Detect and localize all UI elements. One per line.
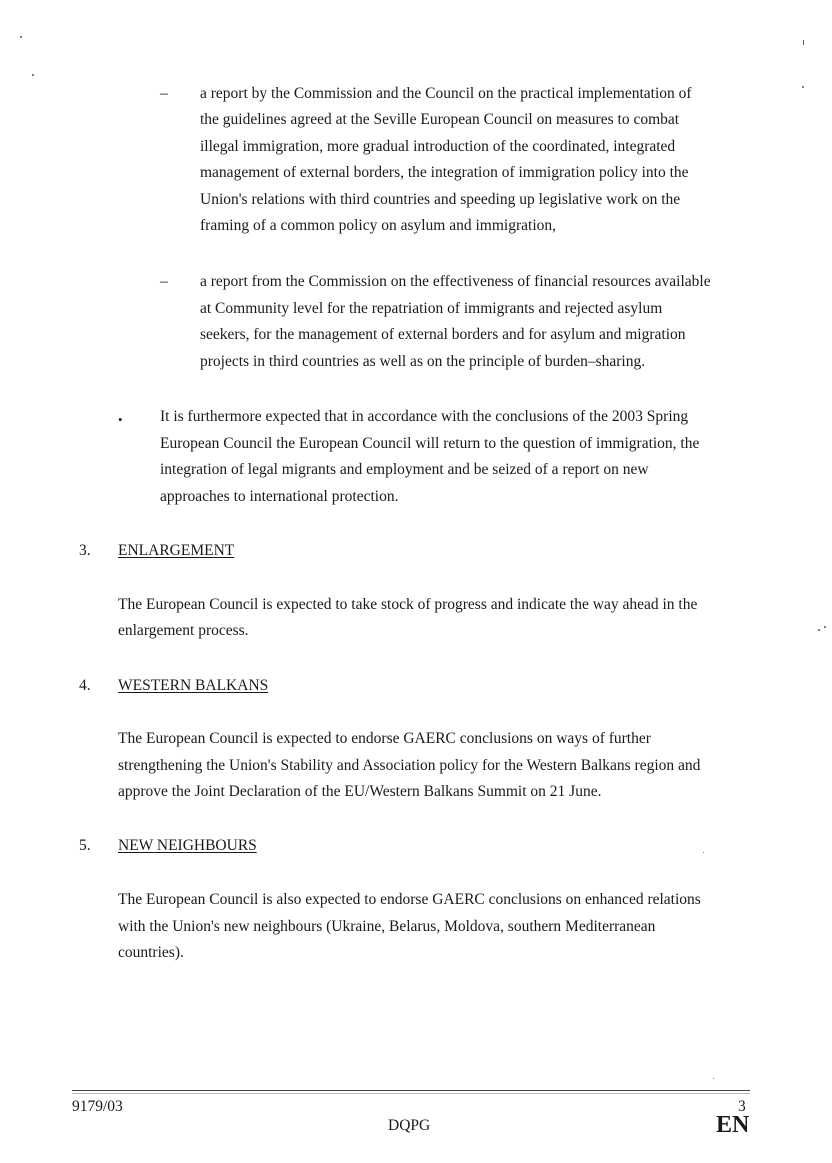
paragraph-line: strengthening the Union's Stability and Association policy for the Western Balkans region and xyxy=(118,757,701,774)
text-line: illegal immigration, more gradual introduction of the coordinated, integrated xyxy=(200,138,676,155)
text-line: a report from the Commission on the effectiveness of financial resources available xyxy=(200,273,711,290)
footer-rule xyxy=(72,1090,750,1091)
section-heading: WESTERN BALKANS xyxy=(118,677,269,694)
paragraph-line: The European Council is expected to take stock of progress and indicate the way ahead in the xyxy=(118,596,698,613)
paragraph-line: The European Council is expected to endorse GAERC conclusions on ways of further xyxy=(118,730,651,747)
text-line: a report by the Commission and the Council on the practical implementation of xyxy=(200,85,692,102)
text-line: integration of legal migrants and employment and be seized of a report on new xyxy=(160,461,649,478)
paragraph-line: enlargement process. xyxy=(118,622,249,639)
section-number: 3. xyxy=(79,542,91,559)
paragraph-line: The European Council is also expected to endorse GAERC conclusions on enhanced relations xyxy=(118,891,701,908)
section-number: 4. xyxy=(79,677,91,694)
text-line: management of external borders, the integration of immigration policy into the xyxy=(200,164,689,181)
text-line: seekers, for the management of external borders and for asylum and migration xyxy=(200,326,686,343)
dash-marker: – xyxy=(160,85,168,102)
section-heading: ENLARGEMENT xyxy=(118,542,235,559)
paragraph-line: countries). xyxy=(118,944,184,961)
scan-speck xyxy=(824,626,826,628)
footer-rule xyxy=(72,1093,750,1094)
scan-speck xyxy=(713,1078,714,1079)
scan-speck xyxy=(803,40,804,45)
text-line: approaches to international protection. xyxy=(160,488,399,505)
section-heading: NEW NEIGHBOURS xyxy=(118,837,257,854)
scan-speck xyxy=(802,86,804,88)
scan-speck xyxy=(703,852,704,853)
text-line: Union's relations with third countries and speeding up legislative work on the xyxy=(200,191,681,208)
text-line: at Community level for the repatriation of immigrants and rejected asylum xyxy=(200,300,663,317)
text-line: the guidelines agreed at the Seville European Council on measures to combat xyxy=(200,111,680,128)
text-line: framing of a common policy on asylum and immigration, xyxy=(200,217,557,234)
language-code: EN xyxy=(716,1112,750,1138)
department-code: DQPG xyxy=(388,1117,431,1134)
paragraph-line: approve the Joint Declaration of the EU/Western Balkans Summit on 21 June. xyxy=(118,783,602,800)
section-number: 5. xyxy=(79,837,91,854)
dash-marker: – xyxy=(160,273,168,290)
paragraph-line: with the Union's new neighbours (Ukraine, Belarus, Moldova, southern Mediterranean xyxy=(118,918,656,935)
scan-speck xyxy=(32,74,34,76)
bullet-marker: • xyxy=(118,412,123,427)
document-number: 9179/03 xyxy=(72,1098,123,1115)
text-line: projects in third countries as well as on the principle of burden–sharing. xyxy=(200,353,646,370)
text-line: It is furthermore expected that in accordance with the conclusions of the 2003 Spring xyxy=(160,408,689,425)
scan-speck xyxy=(818,629,820,631)
text-line: European Council the European Council will return to the question of immigration, the xyxy=(160,435,700,452)
page-number: 3 xyxy=(738,1098,746,1115)
scan-speck xyxy=(20,36,22,38)
